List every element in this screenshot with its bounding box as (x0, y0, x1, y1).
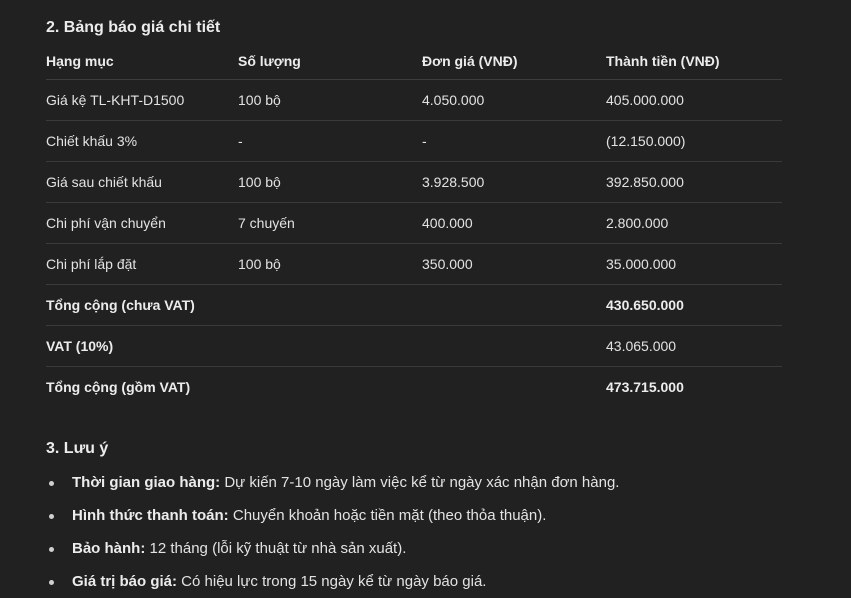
subtotal-label: Tổng cộng (chưa VAT) (46, 297, 195, 313)
bullet-icon (49, 547, 54, 552)
vat-label: VAT (10%) (46, 338, 114, 354)
cell-unit-price: 3.928.500 (422, 174, 485, 190)
cell-total: 35.000.000 (606, 256, 677, 272)
list-item (46, 571, 619, 598)
cell-unit-price: 4.050.000 (422, 92, 485, 108)
header-quantity: Số lượng (238, 52, 301, 69)
subtotal-row (46, 285, 782, 326)
grand-total-value: 473.715.000 (606, 379, 684, 395)
vat-value: 43.065.000 (606, 338, 677, 354)
empty-cell (238, 367, 422, 408)
cell-quantity: 100 bộ (238, 174, 281, 190)
bullet-icon (49, 514, 54, 519)
note-text: 12 tháng (lỗi kỹ thuật từ nhà sản xuất). (145, 540, 407, 557)
note-label: Hình thức thanh toán: (72, 507, 229, 524)
cell-quantity: - (238, 133, 243, 149)
empty-cell (422, 326, 606, 367)
grand-total-label: Tổng cộng (gồm VAT) (46, 379, 191, 395)
empty-cell (238, 326, 422, 367)
empty-cell (422, 285, 606, 326)
table-row (46, 162, 782, 203)
cell-item: Chiết khấu 3% (46, 133, 138, 149)
bullet-icon (49, 481, 54, 486)
subtotal-value: 430.650.000 (606, 297, 684, 313)
cell-item: Giá sau chiết khấu (46, 174, 162, 190)
bullet-icon (49, 580, 54, 585)
cell-item: Chi phí lắp đặt (46, 256, 137, 272)
section-title-quote-table: 2. Bảng báo giá chi tiết (46, 19, 221, 36)
empty-cell (238, 285, 422, 326)
cell-unit-price: 400.000 (422, 215, 473, 231)
notes-list (46, 472, 619, 598)
cell-unit-price: 350.000 (422, 256, 473, 272)
table-row (46, 244, 782, 285)
list-item (46, 472, 619, 505)
cell-total: 392.850.000 (606, 174, 684, 190)
cell-total: 2.800.000 (606, 215, 669, 231)
table-row (46, 203, 782, 244)
header-total: Thành tiền (VNĐ) (606, 52, 720, 69)
note-text: Dự kiến 7-10 ngày làm việc kể từ ngày xác nhận đơn hàng. (220, 474, 620, 491)
cell-item: Giá kệ TL-KHT-D1500 (46, 92, 185, 108)
note-label: Giá trị báo giá: (72, 573, 178, 590)
vat-row (46, 326, 782, 367)
table-row (46, 80, 782, 121)
note-text: Chuyển khoản hoặc tiền mặt (theo thỏa thuận). (228, 507, 547, 524)
note-label: Thời gian giao hàng: (72, 474, 221, 491)
grand-total-row (46, 367, 782, 408)
list-item (46, 505, 619, 538)
table-header-row (46, 42, 782, 80)
table-row (46, 121, 782, 162)
header-unit-price: Đơn giá (VNĐ) (422, 52, 518, 69)
header-item: Hạng mục (46, 52, 114, 69)
empty-cell (422, 367, 606, 408)
cell-total: (12.150.000) (606, 133, 686, 149)
cell-quantity: 7 chuyến (238, 215, 295, 231)
note-text: Có hiệu lực trong 15 ngày kể từ ngày báo giá. (177, 573, 487, 590)
cell-total: 405.000.000 (606, 92, 684, 108)
quote-table (46, 42, 782, 407)
cell-item: Chi phí vận chuyển (46, 215, 166, 231)
note-label: Bảo hành: (72, 540, 146, 557)
cell-unit-price: - (422, 133, 427, 149)
section-title-notes: 3. Lưu ý (46, 440, 109, 457)
cell-quantity: 100 bộ (238, 256, 281, 272)
list-item (46, 538, 619, 571)
cell-quantity: 100 bộ (238, 92, 281, 108)
